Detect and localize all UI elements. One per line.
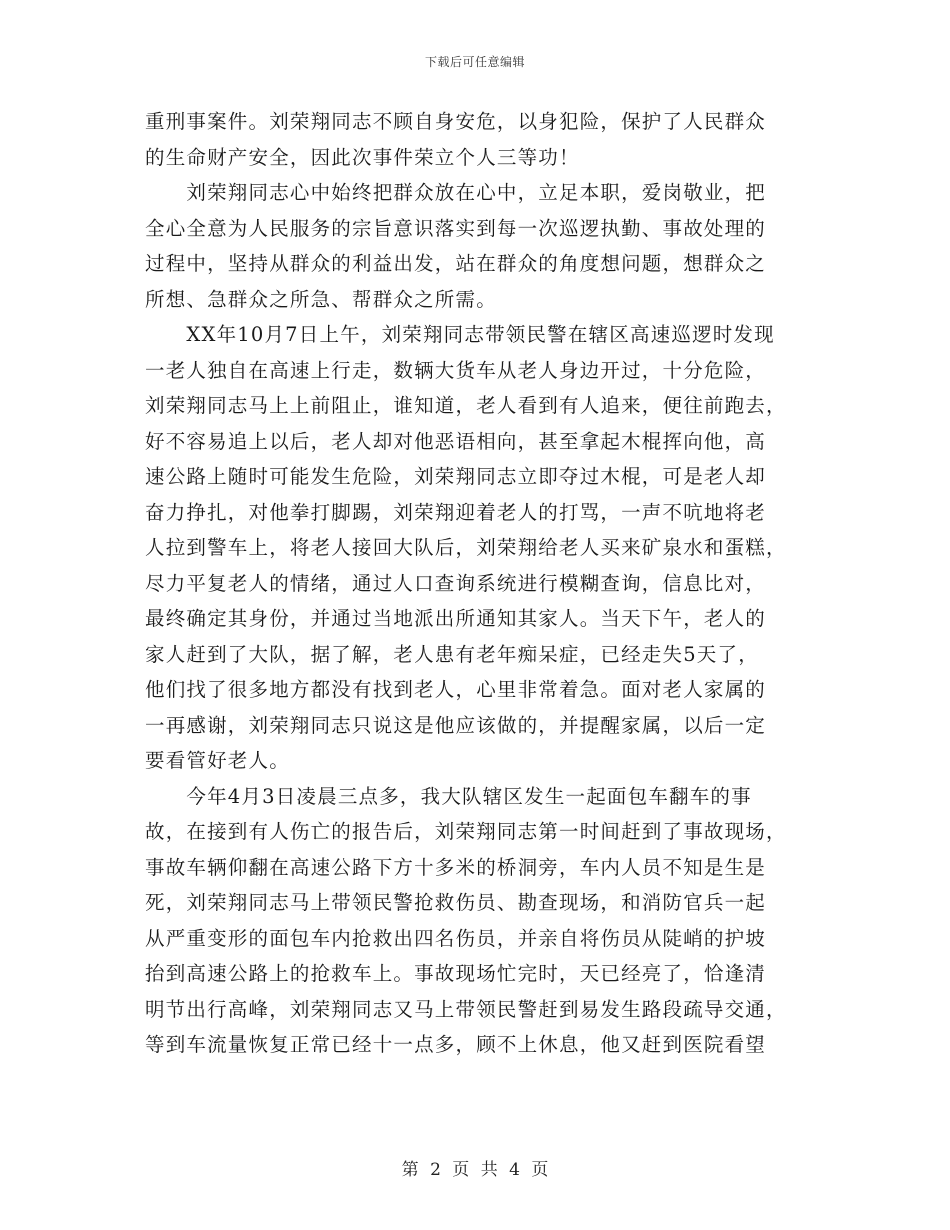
text-line: 一再感谢，刘荣翔同志只说这是他应该做的，并提醒家属，以后一定: [145, 713, 767, 737]
paragraph: [145, 779, 800, 1063]
document-body: [145, 104, 800, 1063]
text-line: 故，在接到有人伤亡的报告后，刘荣翔同志第一时间赶到了事故现场，: [145, 820, 787, 843]
text-line: 要看管好老人。: [145, 749, 290, 772]
text-line: 全心全意为人民服务的宗旨意识落实到每一次巡逻执勤、事故处理的: [145, 216, 767, 240]
text-line: 奋力挣扎，对他拳打脚踢，刘荣翔迎着老人的打骂，一声不吭地将老: [145, 500, 767, 524]
text-line: 家人赶到了大队，据了解，老人患有老年痴呆症，已经走失5天了，: [145, 642, 759, 666]
text-line: 从严重变形的面包车内抢救出四名伤员，并亲自将伤员从陡峭的护坡: [145, 926, 767, 950]
paragraph: [145, 175, 800, 317]
text-line: 过程中，坚持从群众的利益出发，站在群众的角度想问题，想群众之: [145, 252, 767, 275]
text-line: 速公路上随时可能发生危险，刘荣翔同志立即夺过木棍，可是老人却: [145, 465, 767, 488]
text-line: 今年4月3日凌晨三点多，我大队辖区发生一起面包车翻车的事: [145, 784, 752, 808]
page-number-footer: 第 2 页 共 4 页: [401, 1160, 549, 1180]
text-line: 抬到高速公路上的抢救车上。事故现场忙完时，天已经亮了，恰逢清: [145, 962, 767, 985]
text-line: 他们找了很多地方都没有找到老人，心里非常着急。面对老人家属的: [145, 678, 767, 701]
text-line: 事故车辆仰翻在高速公路下方十多米的桥洞旁，车内人员不知是生是: [145, 855, 767, 879]
text-line: 所想、急群众之所急、帮群众之所需。: [145, 287, 497, 311]
text-line: XX年10月7日上午，刘荣翔同志带领民警在辖区高速巡逻时发现: [145, 323, 775, 346]
text-line: 尽力平复老人的情绪，通过人口查询系统进行模糊查询，信息比对，: [145, 571, 767, 595]
text-line: 刘荣翔同志心中始终把群众放在心中，立足本职，爱岗敬业，把: [145, 181, 767, 204]
paragraph: [145, 104, 800, 175]
text-line: 明节出行高峰，刘荣翔同志又马上带领民警赶到易发生路段疏导交通，: [145, 997, 787, 1021]
page-header: 下载后可任意编辑: [424, 55, 525, 69]
text-line: 好不容易追上以后，老人却对他恶语相向，甚至拿起木棍挥向他，高: [145, 429, 767, 453]
text-line: 一老人独自在高速上行走，数辆大货车从老人身边开过，十分危险，: [145, 358, 767, 382]
text-line: 人拉到警车上，将老人接回大队后，刘荣翔给老人买来矿泉水和蛋糕，: [145, 536, 787, 559]
text-line: 的生命财产安全，因此次事件荣立个人三等功！: [145, 145, 580, 169]
text-line: 死，刘荣翔同志马上带领民警抢救伤员、勘查现场，和消防官兵一起: [145, 891, 767, 914]
text-line: 最终确定其身份，并通过当地派出所通知其家人。当天下午，老人的: [145, 607, 767, 630]
text-line: 重刑事案件。刘荣翔同志不顾自身安危，以身犯险，保护了人民群众: [145, 110, 767, 133]
paragraph: [145, 317, 800, 779]
text-line: 刘荣翔同志马上上前阻止，谁知道，老人看到有人追来，便往前跑去，: [145, 394, 787, 417]
text-line: 等到车流量恢复正常已经十一点多，顾不上休息，他又赶到医院看望: [145, 1033, 767, 1056]
